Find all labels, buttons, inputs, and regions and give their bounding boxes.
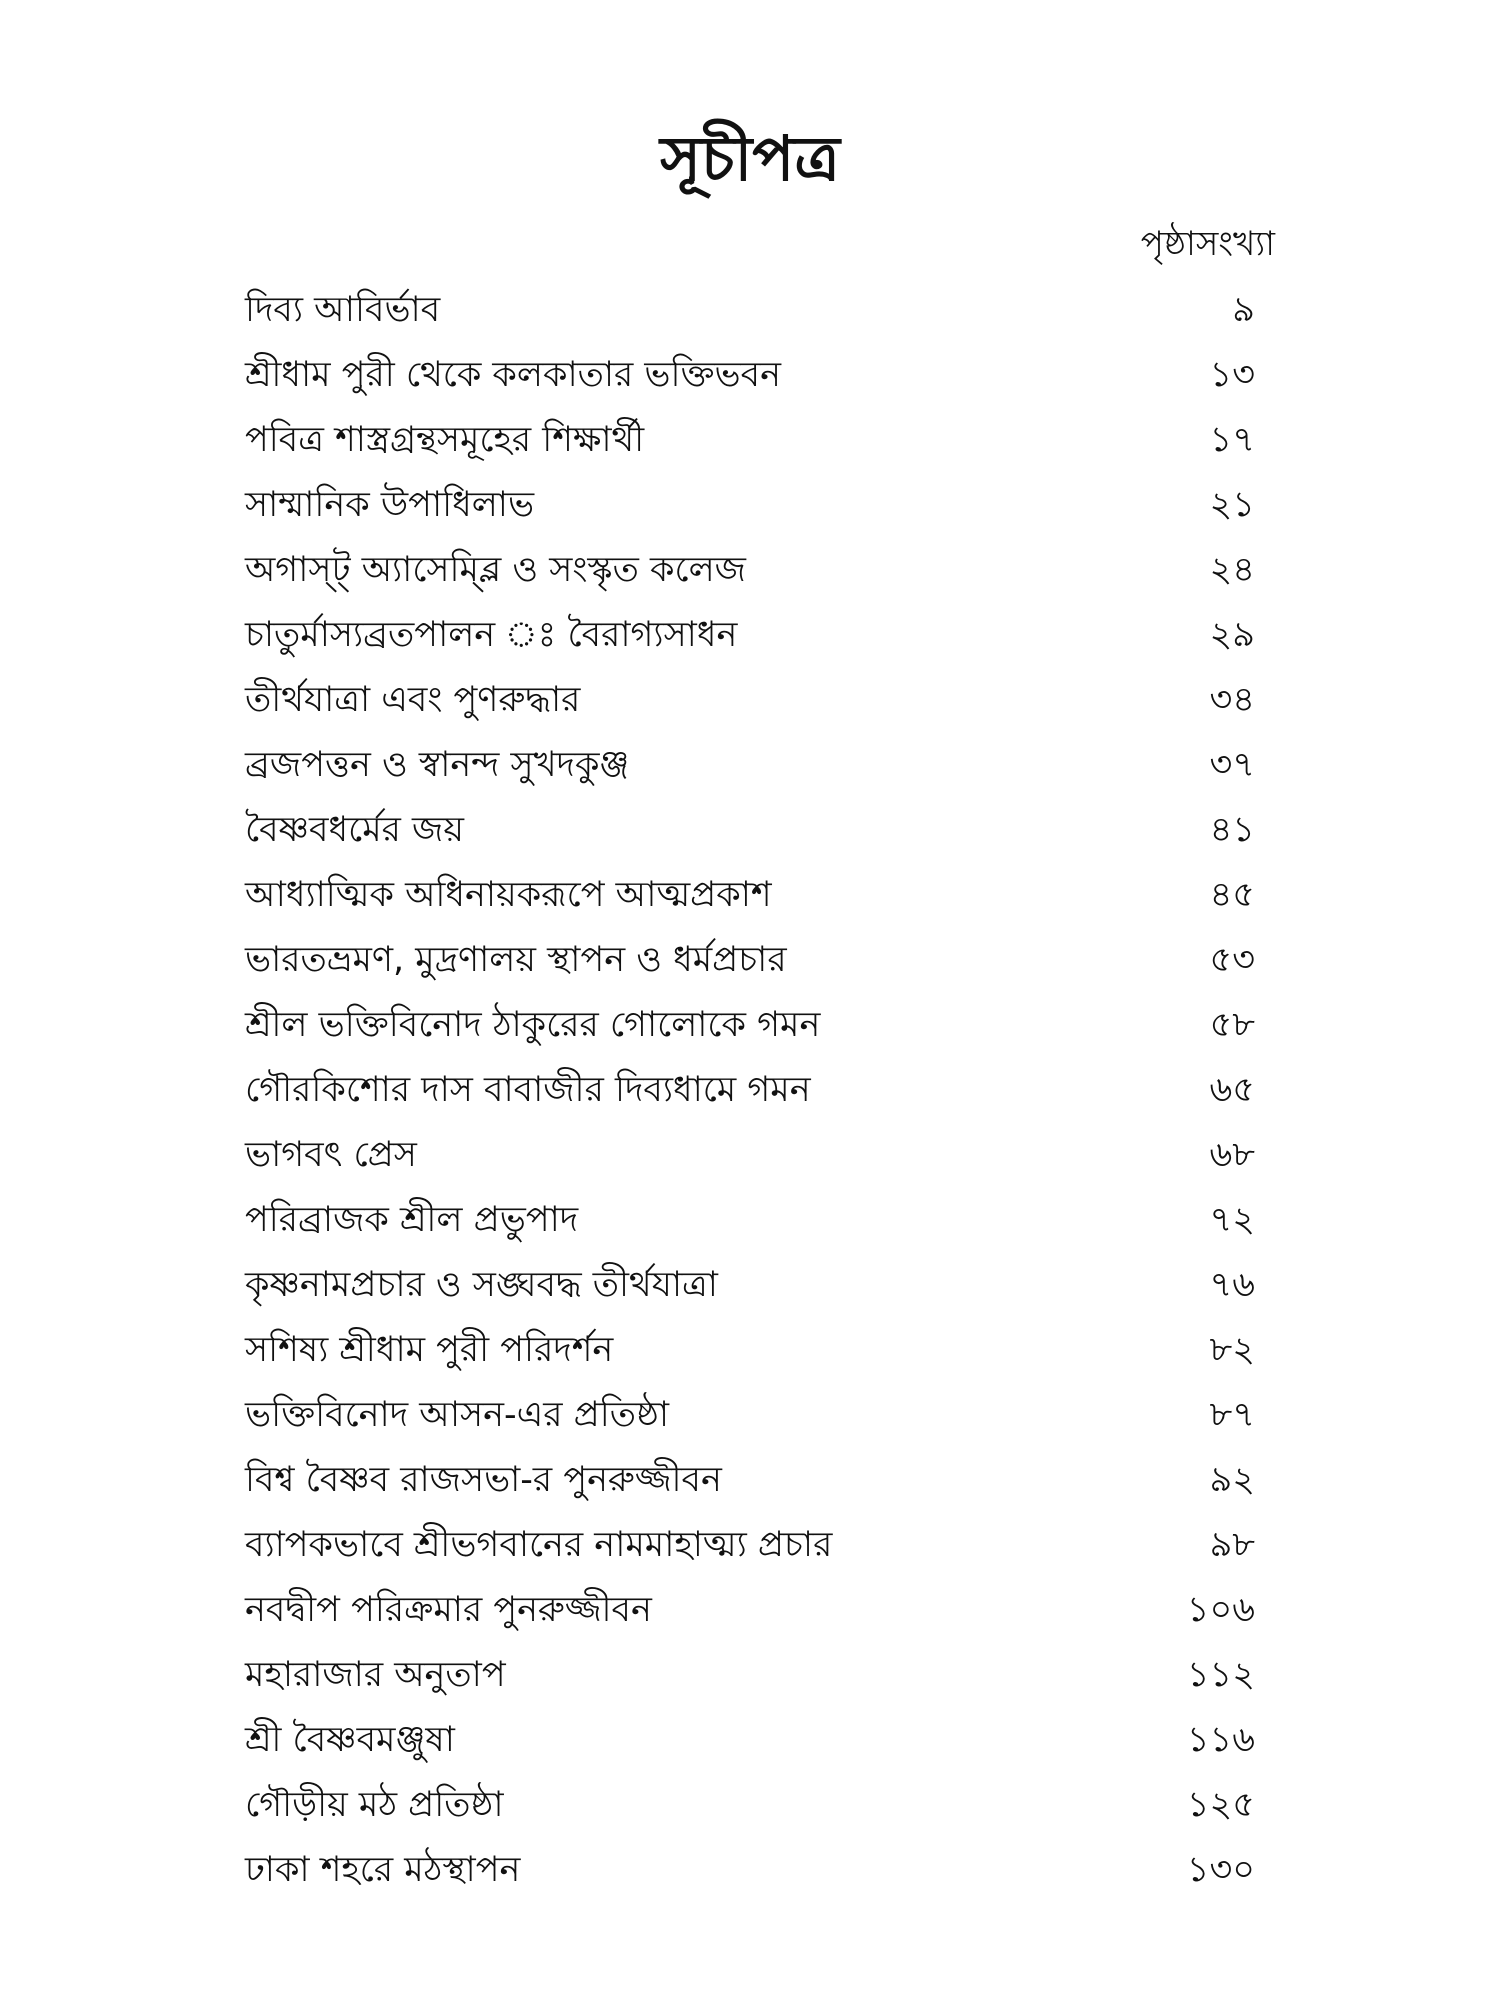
toc-entry: [245, 1647, 1255, 1712]
toc-entry: [245, 1192, 1255, 1257]
toc-entry: [245, 737, 1255, 802]
toc-entry: [245, 1127, 1255, 1192]
toc-entry: [245, 477, 1255, 542]
toc-entry-title: দিব্য আবির্ভাব: [245, 290, 441, 330]
toc-entry-page: ১০৬: [1186, 1590, 1255, 1630]
toc-entry: [245, 1517, 1255, 1582]
toc-entry-page: ৮২: [1209, 1330, 1255, 1370]
toc-entry: [245, 932, 1255, 997]
toc-entry: [245, 867, 1255, 932]
toc-entry-title: সাম্মানিক উপাধিলাভ: [245, 485, 535, 525]
toc-entry-page: ৬৫: [1209, 1070, 1255, 1110]
toc-entry-title: তীর্থযাত্রা এবং পুণরুদ্ধার: [245, 680, 581, 720]
toc-entry-title: ভাগবৎ প্রেস: [245, 1135, 417, 1175]
toc-entry-title: গৌড়ীয় মঠ প্রতিষ্ঠা: [245, 1785, 504, 1825]
toc-entry-title: কৃষ্ণনামপ্রচার ও সঙ্ঘবদ্ধ তীর্থযাত্রা: [245, 1265, 718, 1305]
toc-entry-page: ৭৬: [1209, 1265, 1255, 1305]
toc-entry-page: ৪৫: [1209, 875, 1255, 915]
toc-entry-page: ৮৭: [1209, 1395, 1255, 1435]
toc-entry: [245, 1322, 1255, 1387]
toc-entry-title: শ্রী বৈষ্ণবমঞ্জুষা: [245, 1720, 455, 1760]
toc-entry-page: ৫৮: [1209, 1005, 1255, 1045]
toc-entry-title: ব্যাপকভাবে শ্রীভগবানের নামমাহাত্ম্য প্রচার: [245, 1525, 833, 1565]
toc-entry-title: অগাস্ট্ অ্যাসেম্ব্লি ও সংস্কৃত কলেজ: [245, 550, 746, 590]
toc-entry-page: ১১২: [1186, 1655, 1255, 1695]
toc-entry-title: পবিত্র শাস্ত্রগ্রন্থসমূহের শিক্ষার্থী: [245, 420, 645, 460]
table-of-contents: [245, 282, 1255, 1907]
page-number-column-header: পৃষ্ঠাসংখ্যা: [1140, 224, 1275, 264]
toc-entry-title: মহারাজার অনুতাপ: [245, 1655, 506, 1695]
toc-entry: [245, 1777, 1255, 1842]
toc-entry-page: ১৩০: [1186, 1850, 1255, 1890]
toc-entry-title: শ্রীল ভক্তিবিনোদ ঠাকুরের গোলোকে গমন: [245, 1005, 821, 1045]
toc-entry-title: নবদ্বীপ পরিক্রমার পুনরুজ্জীবন: [245, 1590, 652, 1630]
toc-entry-page: ৯২: [1209, 1460, 1255, 1500]
toc-entry: [245, 607, 1255, 672]
page-title: সূচীপত্র: [660, 122, 840, 195]
toc-entry-page: ৫৩: [1209, 940, 1255, 980]
toc-entry-title: শ্রীধাম পুরী থেকে কলকাতার ভক্তিভবন: [245, 355, 781, 395]
toc-entry-title: চাতুর্মাস্যব্রতপালন ঃ বৈরাগ্যসাধন: [245, 615, 738, 655]
toc-entry-page: ২৪: [1209, 550, 1255, 590]
toc-entry-page: ১৩: [1209, 355, 1255, 395]
toc-entry-page: ২১: [1209, 485, 1255, 525]
toc-entry-page: ১২৫: [1186, 1785, 1255, 1825]
toc-entry-page: ৯৮: [1209, 1525, 1255, 1565]
toc-entry: [245, 672, 1255, 737]
toc-entry-page: ৩৭: [1209, 745, 1255, 785]
toc-entry: [245, 412, 1255, 477]
toc-entry-title: আধ্যাত্মিক অধিনায়করূপে আত্মপ্রকাশ: [245, 875, 772, 915]
toc-entry-title: ভারতভ্রমণ, মুদ্রণালয় স্থাপন ও ধর্মপ্রচার: [245, 940, 787, 980]
toc-entry-title: বৈষ্ণবধর্মের জয়: [245, 810, 464, 850]
toc-entry: [245, 1842, 1255, 1907]
toc-entry-title: ব্রজপত্তন ও স্বানন্দ সুখদকুঞ্জ: [245, 745, 630, 785]
toc-entry-title: সশিষ্য শ্রীধাম পুরী পরিদর্শন: [245, 1330, 614, 1370]
toc-entry: [245, 542, 1255, 607]
toc-entry-page: ৭২: [1209, 1200, 1255, 1240]
toc-entry: [245, 1257, 1255, 1322]
toc-entry: [245, 347, 1255, 412]
toc-entry-page: ৪১: [1209, 810, 1255, 850]
toc-entry: [245, 282, 1255, 347]
toc-entry-title: পরিব্রাজক শ্রীল প্রভুপাদ: [245, 1200, 579, 1240]
toc-entry: [245, 1712, 1255, 1777]
toc-entry: [245, 1062, 1255, 1127]
toc-entry: [245, 997, 1255, 1062]
toc-entry: [245, 1582, 1255, 1647]
toc-entry: [245, 802, 1255, 867]
toc-entry: [245, 1387, 1255, 1452]
toc-entry-page: ১১৬: [1186, 1720, 1255, 1760]
toc-entry-title: বিশ্ব বৈষ্ণব রাজসভা-র পুনরুজ্জীবন: [245, 1460, 722, 1500]
toc-entry-title: ঢাকা শহরে মঠস্থাপন: [245, 1850, 521, 1890]
toc-entry-page: ৬৮: [1209, 1135, 1255, 1175]
toc-entry-page: ১৭: [1209, 420, 1255, 460]
toc-entry-title: গৌরকিশোর দাস বাবাজীর দিব্যধামে গমন: [245, 1070, 811, 1110]
toc-entry: [245, 1452, 1255, 1517]
toc-entry-page: ৯: [1232, 290, 1255, 330]
toc-entry-title: ভক্তিবিনোদ আসন-এর প্রতিষ্ঠা: [245, 1395, 670, 1435]
toc-entry-page: ৩৪: [1209, 680, 1255, 720]
toc-entry-page: ২৯: [1209, 615, 1255, 655]
